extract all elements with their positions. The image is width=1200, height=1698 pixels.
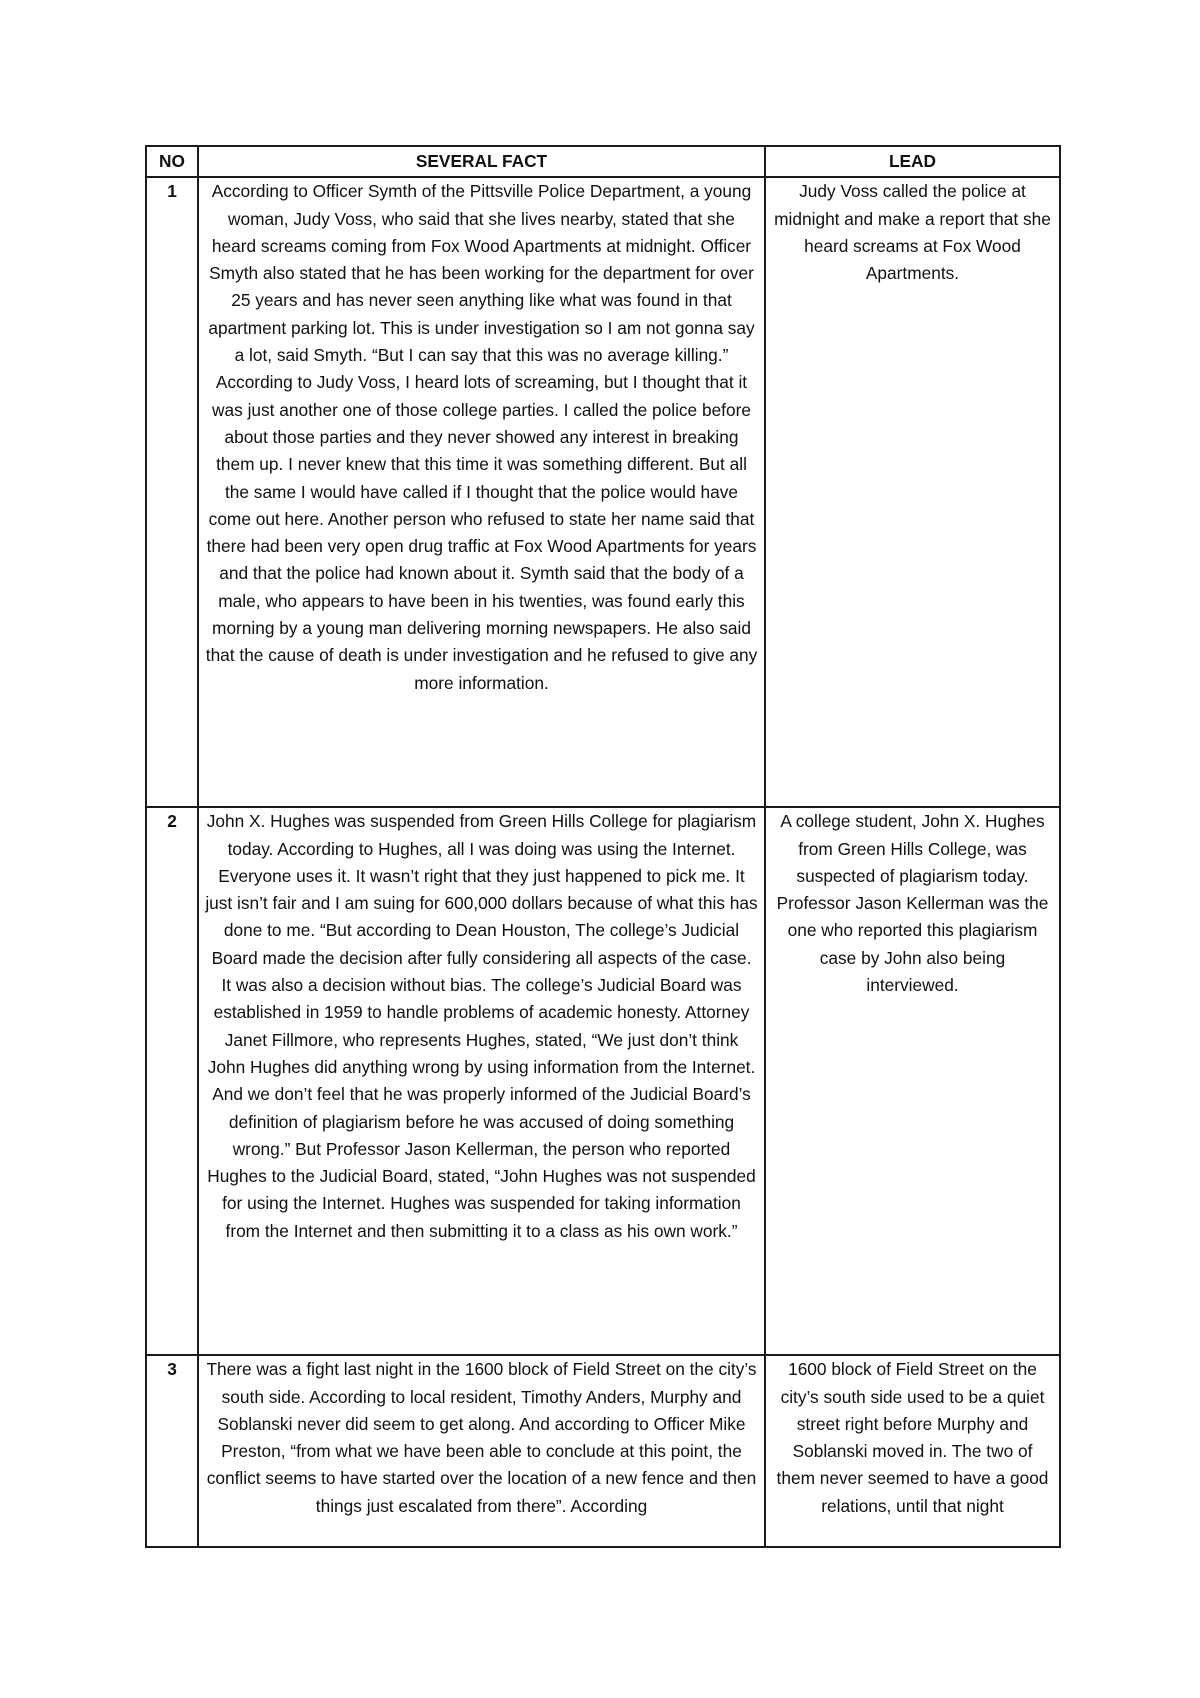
lead-text: Judy Voss called the police at midnight and make a report that she heard screams at Fox Wood Apartments.	[774, 181, 1051, 284]
table-row	[146, 807, 1060, 1355]
header-lead: LEAD	[765, 146, 1060, 177]
lead-cell	[765, 1355, 1060, 1547]
fact-cell	[198, 177, 765, 807]
fact-cell	[198, 807, 765, 1355]
facts-table	[145, 145, 1061, 1548]
fact-text: There was a fight last night in the 1600 block of Field Street on the city’s south side. According to local resident, Timothy Anders, Murphy and Soblanski never did seem to get along. And according to Officer Mike Preston, “from what we have been able to conclude at this point, the conflict seems to have started over the location of a new fence and then things just escalated from there”. According	[206, 1359, 757, 1516]
lead-cell	[765, 177, 1060, 807]
fact-cell	[198, 1355, 765, 1547]
header-no: NO	[146, 146, 198, 177]
row-number: 2	[146, 807, 198, 1355]
header-several-fact: SEVERAL FACT	[198, 146, 765, 177]
lead-text: 1600 block of Field Street on the city’s south side used to be a quiet street right before Murphy and Soblanski moved in. The two of them never seemed to have a good relations, until that night	[776, 1359, 1049, 1516]
lead-text: A college student, John X. Hughes from Green Hills College, was suspected of plagiarism today. Professor Jason Kellerman was the one who reported this plagiarism case by John also being interviewed.	[776, 811, 1049, 996]
table-row	[146, 177, 1060, 807]
fact-text: According to Officer Symth of the Pittsville Police Department, a young woman, Judy Voss, who said that she lives nearby, stated that she heard screams coming from Fox Wood Apartments at midnight. Officer Smyth also stated that he has been working for the department for over 25 years and has never seen anything like what was found in that apartment parking lot. This is under investigation so I am not gonna say a lot, said Smyth. “But I can say that this was no average killing.” According to Judy Voss, I heard lots of screaming, but I thought that it was just another one of those college parties. I called the police before about those parties and they never showed any interest in breaking them up. I never knew that this time it was something different. But all the same I would have called if I thought that the police would have come out here. Another person who refused to state her name said that there had been very open drug traffic at Fox Wood Apartments for years and that the police had known about it. Symth said that the body of a male, who appears to have been in his twenties, was found early this morning by a young man delivering morning newspapers. He also said that the cause of death is under investigation and he refused to give any more information.	[205, 181, 758, 693]
row-number: 1	[146, 177, 198, 807]
lead-cell	[765, 807, 1060, 1355]
table-row	[146, 1355, 1060, 1547]
row-number: 3	[146, 1355, 198, 1547]
fact-text: John X. Hughes was suspended from Green Hills College for plagiarism today. According to Hughes, all I was doing was using the Internet. Everyone uses it. It wasn’t right that they just happened to pick me. It just isn’t fair and I am suing for 600,000 dollars because of what this has done to me. “But according to Dean Houston, The college’s Judicial Board made the decision after fully considering all aspects of the case. It was also a decision without bias. The college’s Judicial Board was established in 1959 to handle problems of academic honesty. Attorney Janet Fillmore, who represents Hughes, stated, “We just don’t think John Hughes did anything wrong by using information from the Internet. And we don’t feel that he was properly informed of the Judicial Board’s definition of plagiarism before he was accused of doing something wrong.” But Professor Jason Kellerman, the person who reported Hughes to the Judicial Board, stated, “John Hughes was not suspended for using the Internet. Hughes was suspended for taking information from the Internet and then submitting it to a class as his own work.”	[205, 811, 758, 1241]
header-row	[146, 146, 1060, 177]
table-header	[146, 146, 1060, 177]
table-body	[146, 177, 1060, 1547]
